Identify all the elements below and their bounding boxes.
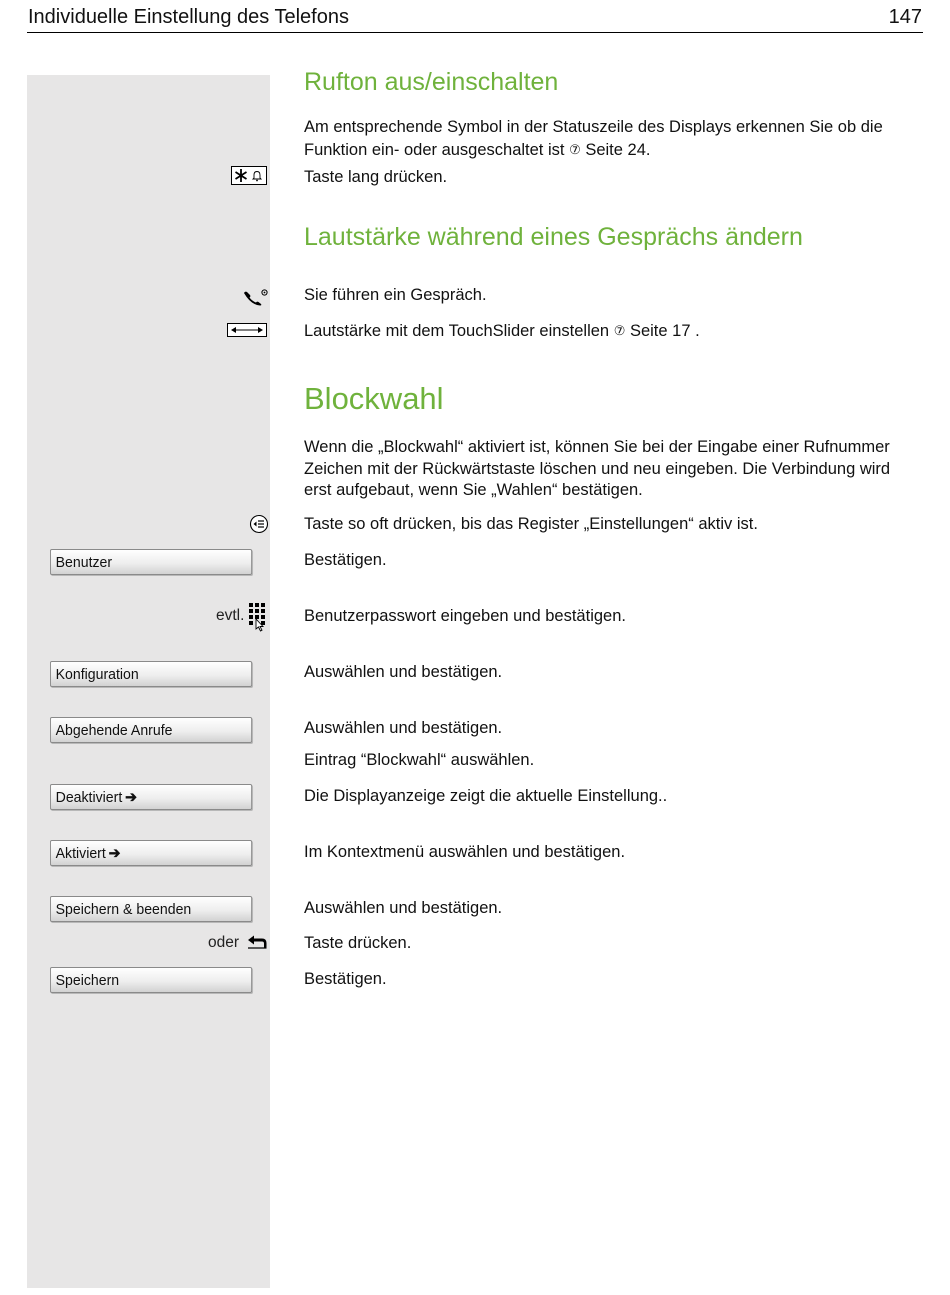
- header-divider: [27, 32, 923, 33]
- step-password: Benutzerpasswort eingeben und bestätigen.: [304, 607, 626, 625]
- paragraph-line: Am entsprechende Symbol in der Statuszeile des Displays erkennen Sie ob die: [304, 118, 883, 136]
- paragraph-blockwahl-intro: [304, 437, 924, 502]
- step-touchslider: [304, 320, 924, 343]
- arrow-right-icon: ➔: [125, 789, 137, 806]
- page-reference-link[interactable]: Seite 24.: [585, 140, 651, 159]
- paragraph-text: Lautstärke mit dem TouchSlider einstellen: [304, 322, 610, 340]
- abgehende-anrufe-button[interactable]: Abgehende Anrufe: [50, 717, 252, 743]
- page-reference-icon: ⑦: [613, 323, 626, 338]
- page-reference-link[interactable]: Seite 17 .: [629, 322, 700, 340]
- paragraph-line: Wenn die „Blockwahl“ aktiviert ist, können Sie bei der Eingabe einer Rufnummer: [304, 438, 890, 456]
- heading-rufton: Rufton aus/einschalten: [304, 68, 559, 96]
- benutzer-button[interactable]: Benutzer: [50, 549, 252, 575]
- paragraph-line: Zeichen mit der Rückwärtstaste löschen und neu eingeben. Die Verbindung wird: [304, 459, 891, 478]
- step-deaktiviert: Die Displayanzeige zeigt die aktuelle Einstellung..: [304, 787, 668, 805]
- step-in-call: Sie führen ein Gespräch.: [304, 286, 487, 304]
- step-menu-key: Taste so oft drücken, bis das Register „Einstellungen“ aktiv ist.: [304, 515, 758, 533]
- paragraph-line: [304, 139, 924, 162]
- keypad-icon: [248, 602, 268, 632]
- step-abgehende-anrufe: Auswählen und bestätigen.: [304, 719, 503, 737]
- step-aktiviert: Im Kontextmenü auswählen und bestätigen.: [304, 843, 626, 861]
- back-arrow-icon: [246, 934, 268, 950]
- deaktiviert-button[interactable]: [50, 784, 252, 810]
- speichern-button[interactable]: Speichern: [50, 967, 252, 993]
- page-reference-icon: ⑦: [569, 141, 581, 157]
- touchslider-icon: [227, 323, 267, 337]
- handset-icon: [242, 288, 268, 306]
- label-evtl: evtl.: [216, 607, 245, 624]
- button-label: Aktiviert: [55, 845, 106, 862]
- step-back-key: Taste drücken.: [304, 934, 412, 952]
- step-konfiguration: Auswählen und bestätigen.: [304, 663, 503, 681]
- speichern-beenden-button[interactable]: Speichern & beenden: [50, 896, 252, 922]
- paragraph-rufton-intro: [304, 117, 924, 161]
- step-benutzer: Bestätigen.: [304, 551, 387, 569]
- heading-lautstaerke: Lautstärke während eines Gesprächs ändern: [304, 223, 803, 251]
- page-header-title: Individuelle Einstellung des Telefons: [28, 6, 349, 28]
- step-eintrag-blockwahl: Eintrag “Blockwahl“ auswählen.: [304, 751, 535, 769]
- star-ringer-key-icon: [231, 166, 267, 186]
- step-speichern-beenden: Auswählen und bestätigen.: [304, 899, 503, 917]
- page-number: 147: [888, 6, 922, 28]
- button-label: Deaktiviert: [55, 789, 123, 806]
- step-star-key: Taste lang drücken.: [304, 168, 448, 186]
- konfiguration-button[interactable]: Konfiguration: [50, 661, 252, 687]
- heading-blockwahl: Blockwahl: [304, 381, 444, 416]
- label-oder: oder: [208, 934, 240, 951]
- aktiviert-button[interactable]: [50, 840, 252, 866]
- arrow-right-icon: ➔: [108, 845, 121, 862]
- paragraph-line: erst aufgebaut, wenn Sie „Wahlen“ bestätigen.: [304, 481, 643, 499]
- menu-key-icon: [249, 514, 269, 534]
- paragraph-text: Funktion ein- oder ausgeschaltet ist: [304, 140, 565, 159]
- step-speichern: Bestätigen.: [304, 970, 387, 988]
